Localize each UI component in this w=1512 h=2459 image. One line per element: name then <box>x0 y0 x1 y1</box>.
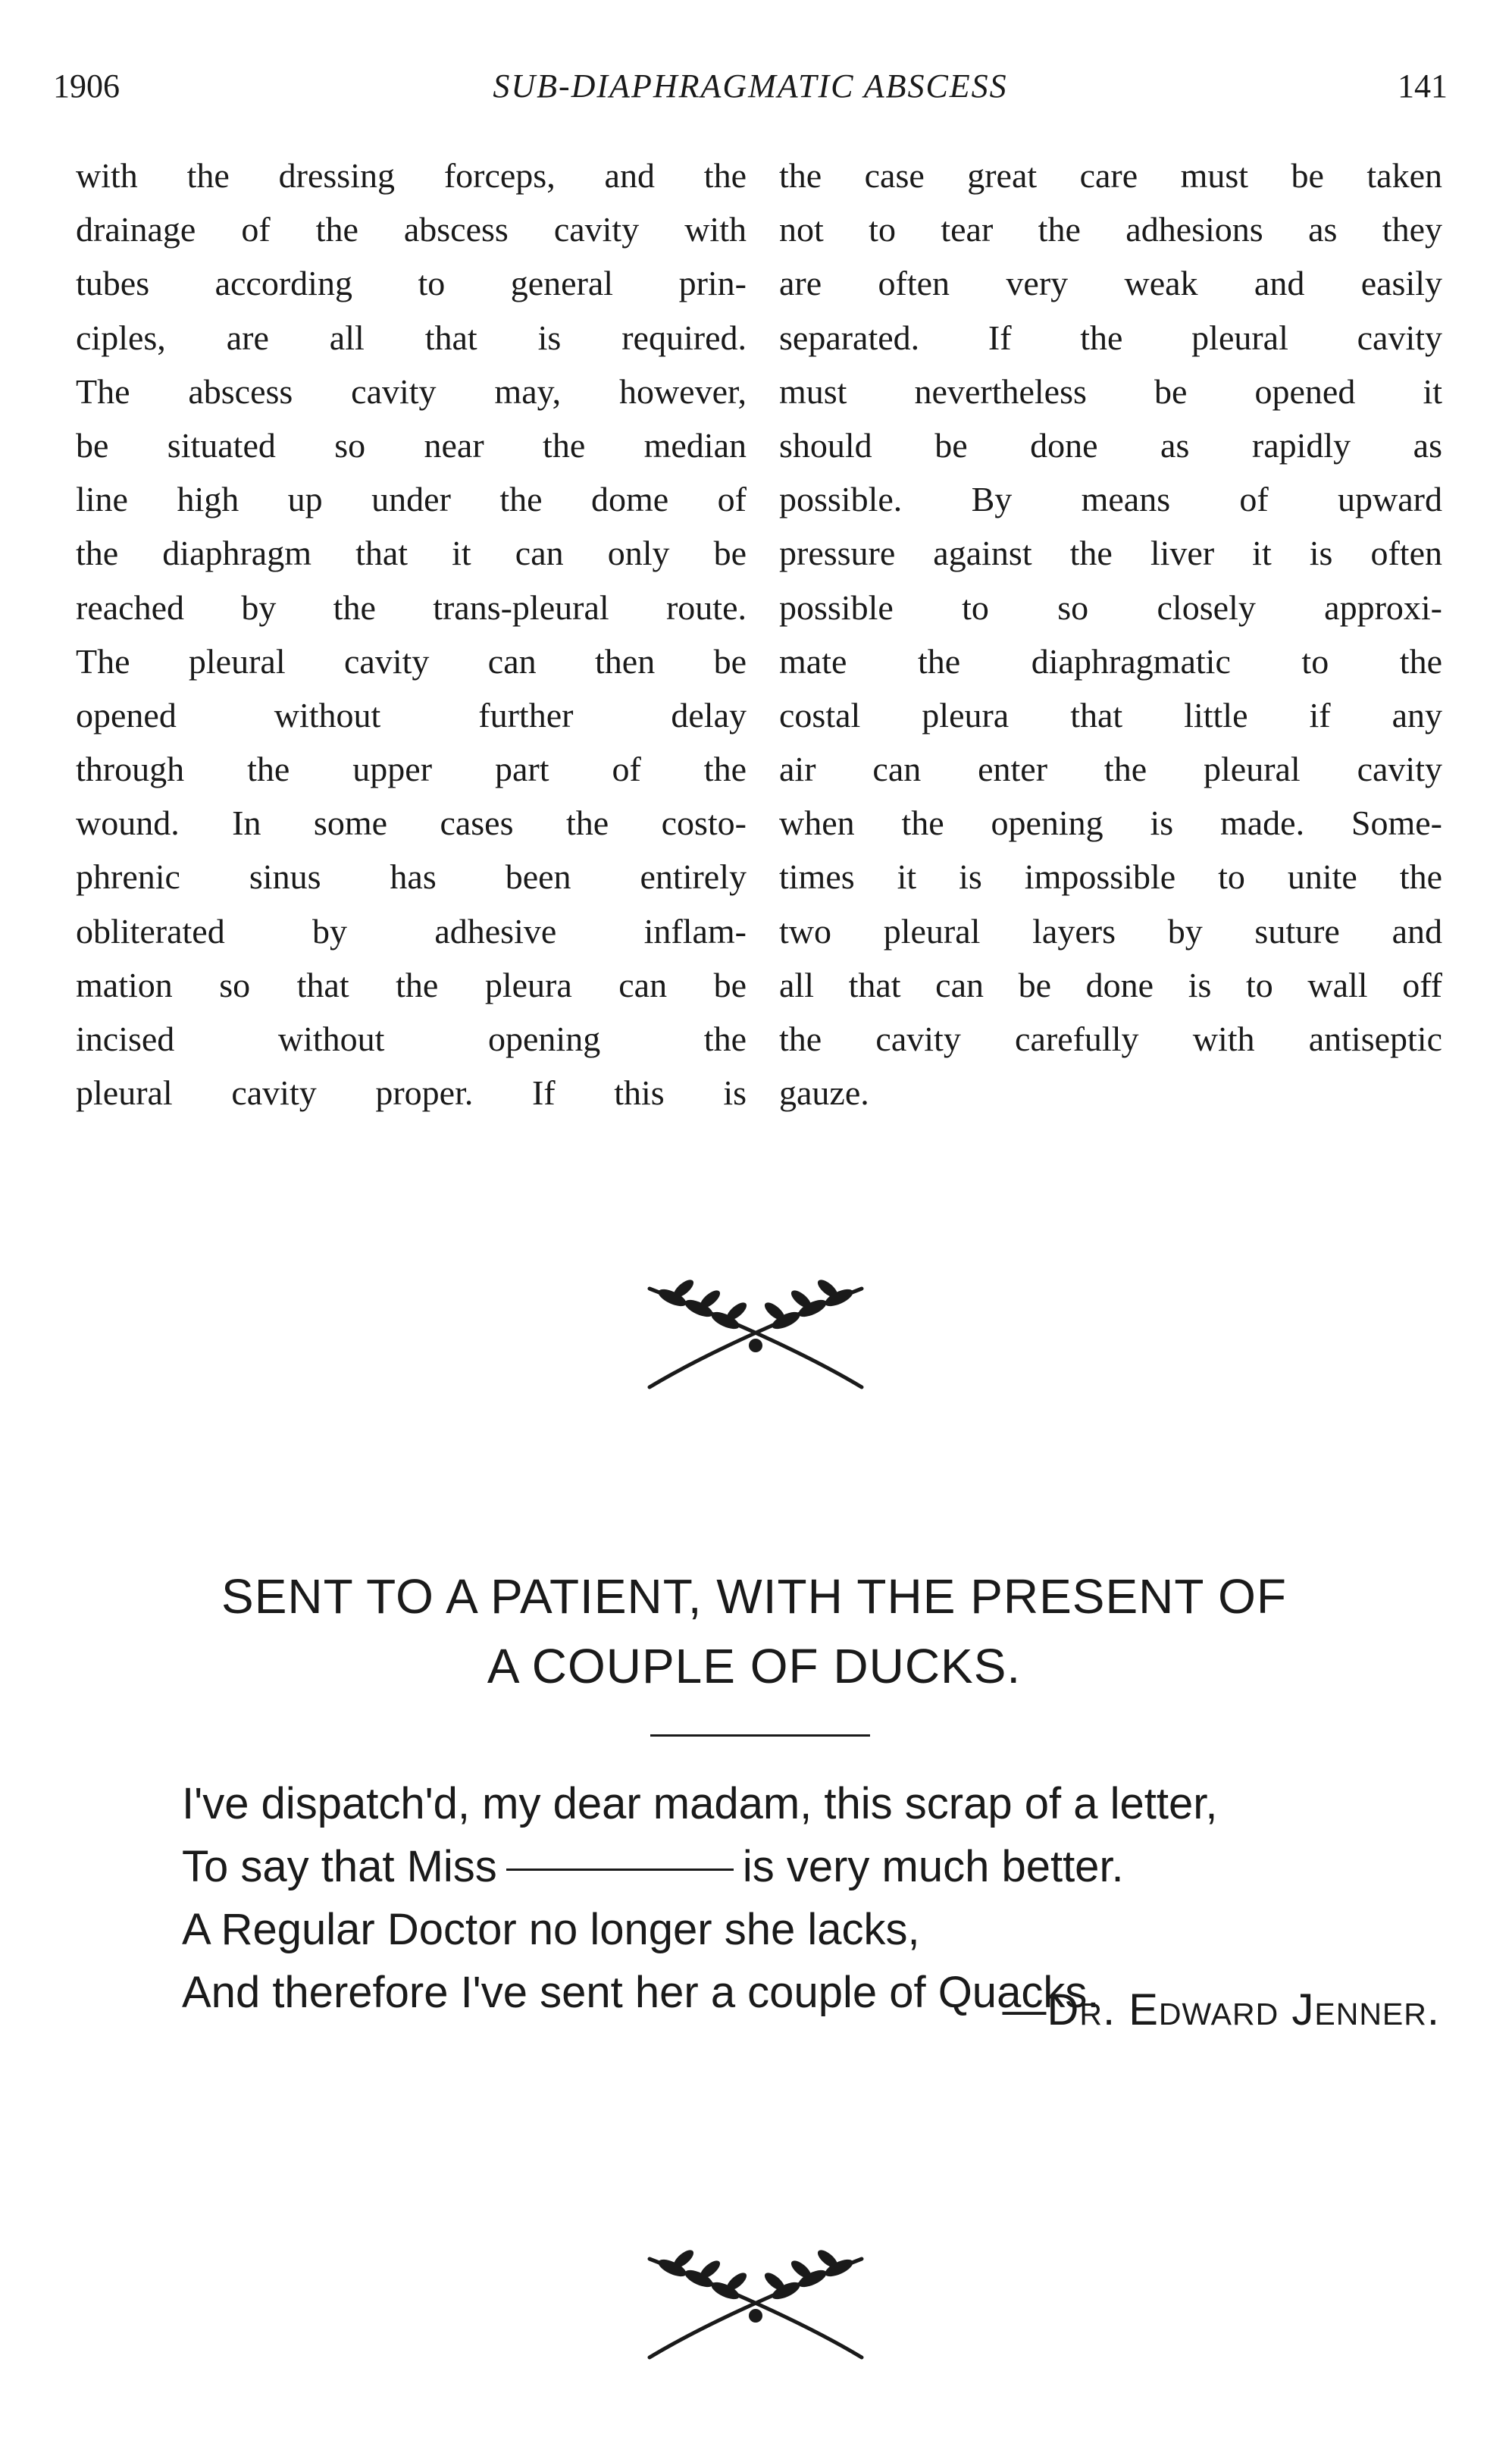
text-line: the diaphragm that it can only be <box>76 534 747 573</box>
running-head <box>53 67 1448 112</box>
text-line: not to tear the adhesions as they <box>779 210 1442 249</box>
text-line: times it is impossible to unite the <box>779 857 1442 897</box>
text-line: must nevertheless be opened it <box>779 371 1442 411</box>
poem-attribution: —Dr. Edward Jenner. <box>1002 1985 1440 2035</box>
text-line: separated. If the pleural cavity <box>779 318 1442 357</box>
poem-line: I've dispatch'd, my dear madam, this scrap of a letter, <box>182 1779 1218 1828</box>
text-line: mation so that the pleura can be <box>76 965 747 1004</box>
text-line: ciples, are all that is required. <box>76 318 747 357</box>
text-line: air can enter the pleural cavity <box>779 750 1442 789</box>
running-head-title: SUB-DIAPHRAGMATIC ABSCESS <box>493 67 1008 105</box>
text-line: through the upper part of the <box>76 750 747 789</box>
text-line: drainage of the abscess cavity with <box>76 210 747 249</box>
poem-line-end: is very much better. <box>742 1842 1124 1891</box>
text-line: all that can be done is to wall off <box>779 965 1442 1004</box>
text-line: mate the diaphragmatic to the <box>779 641 1442 681</box>
page-number: 141 <box>1398 67 1448 105</box>
text-line: are often very weak and easily <box>779 264 1442 303</box>
divider <box>650 1734 870 1737</box>
left-column <box>76 149 747 1120</box>
text-line: obliterated by adhesive inflam- <box>76 911 747 951</box>
text-line: line high up under the dome of <box>76 480 747 519</box>
poem-line <box>182 1835 1432 1898</box>
text-line: gauze. <box>779 1073 869 1113</box>
right-column <box>779 149 1442 1120</box>
text-line: wound. In some cases the costo- <box>76 803 747 843</box>
poem-line: A Regular Doctor no longer she lacks, <box>182 1905 920 1954</box>
text-line: the case great care must be taken <box>779 156 1442 195</box>
text-line: when the opening is made. Some- <box>779 803 1442 843</box>
poem-title-line: SENT TO A PATIENT, WITH THE PRESENT OF <box>221 1569 1287 1624</box>
text-line: The pleural cavity can then be <box>76 641 747 681</box>
poem-line: And therefore I've sent her a couple of Quacks. <box>182 1968 1100 2017</box>
text-line: with the dressing forceps, and the <box>76 156 747 195</box>
text-line: the cavity carefully with antiseptic <box>779 1020 1442 1058</box>
text-line: The abscess cavity may, however, <box>76 371 747 411</box>
text-line: pleural cavity proper. If this is <box>76 1073 747 1113</box>
text-line: tubes according to general prin- <box>76 264 747 303</box>
text-line: should be done as rapidly as <box>779 425 1442 465</box>
poem-title <box>91 1562 1417 1701</box>
text-line: incised without opening the <box>76 1020 747 1058</box>
poem-title-line: A COUPLE OF DUCKS. <box>487 1639 1022 1693</box>
text-line: two pleural layers by suture and <box>779 911 1442 951</box>
crossed-laurel-branches-icon <box>604 1273 907 1395</box>
crossed-laurel-branches-icon <box>604 2244 907 2365</box>
poem-line-start: To say that Miss <box>182 1842 497 1891</box>
name-blank <box>506 1869 734 1871</box>
text-line: costal pleura that little if any <box>779 695 1442 735</box>
text-line: possible to so closely approxi- <box>779 587 1442 627</box>
text-line: reached by the trans-pleural route. <box>76 587 747 627</box>
text-line: possible. By means of upward <box>779 480 1442 519</box>
text-line: pressure against the liver it is often <box>779 534 1442 573</box>
text-line: be situated so near the median <box>76 425 747 465</box>
text-line: phrenic sinus has been entirely <box>76 857 747 897</box>
text-line: opened without further delay <box>76 695 747 735</box>
running-head-year: 1906 <box>53 67 120 105</box>
